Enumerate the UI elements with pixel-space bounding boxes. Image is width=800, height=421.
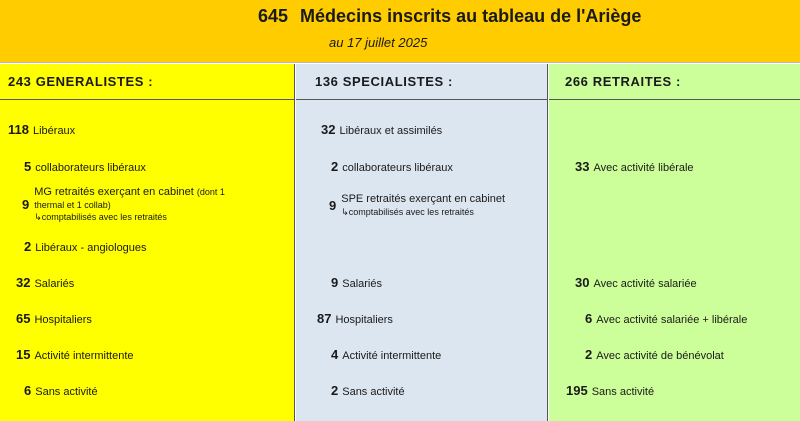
count: 9 — [331, 275, 339, 290]
spe-sans-row — [331, 383, 405, 398]
label: Avec activité salariée + libérale — [596, 314, 748, 326]
count: 87 — [317, 311, 332, 326]
retraites-heading: 266 RETRAITES : — [565, 74, 681, 89]
label: Sans activité — [591, 386, 655, 398]
label: collaborateurs libéraux — [342, 162, 453, 174]
spe-salaries-row — [331, 275, 382, 290]
ret-benevolat-row — [585, 347, 724, 362]
label-note: ↳comptabilisés avec les retraités — [34, 212, 167, 222]
title-text: Médecins inscrits au tableau de l'Ariège — [300, 6, 642, 26]
page-header — [0, 0, 800, 63]
generalistes-column — [0, 64, 295, 421]
count: 118 — [8, 122, 29, 137]
count: 2 — [331, 383, 339, 398]
spe-retraites-row — [329, 192, 505, 218]
label: Libéraux — [32, 125, 76, 137]
gen-angiologues-row — [24, 239, 147, 254]
specialistes-column — [296, 64, 548, 421]
gen-liberaux-row — [8, 122, 75, 137]
label-line1: MG retraités exerçant en cabinet (dont 1 — [34, 186, 225, 198]
spe-intermittente-row — [331, 347, 441, 362]
page-title — [258, 6, 641, 27]
retraites-column — [549, 64, 800, 421]
label: Avec activité de bénévolat — [596, 350, 724, 362]
count: 2 — [331, 159, 339, 174]
gen-salaries-row — [16, 275, 74, 290]
count: 4 — [331, 347, 339, 362]
count: 15 — [16, 347, 31, 362]
count: 33 — [575, 159, 590, 174]
count: 65 — [16, 311, 31, 326]
count: 9 — [22, 196, 30, 212]
total-count: 645 — [258, 6, 289, 26]
count: 9 — [329, 197, 337, 213]
count: 5 — [24, 159, 32, 174]
count: 2 — [24, 239, 32, 254]
label: Salariés — [34, 278, 75, 290]
count: 6 — [24, 383, 32, 398]
gen-collaborateurs-row — [24, 159, 146, 174]
label: Sans activité — [342, 386, 405, 398]
retraites-header — [549, 64, 800, 100]
ret-salariee-row — [575, 275, 697, 290]
label-line1: SPE retraités exerçant en cabinet — [341, 193, 506, 205]
label: Salariés — [342, 278, 382, 290]
spe-liberaux-row — [321, 122, 442, 137]
generalistes-heading: 243 GENERALISTES : — [8, 74, 154, 89]
ret-salariee-liberale-row — [585, 311, 747, 326]
count: 32 — [321, 122, 336, 137]
gen-retraites-row — [22, 185, 225, 223]
gen-intermittente-row — [16, 347, 134, 362]
label: Hospitaliers — [335, 314, 393, 326]
count: 30 — [575, 275, 590, 290]
ret-sans-row — [566, 383, 654, 398]
gen-hospitaliers-row — [16, 311, 92, 326]
spe-collaborateurs-row — [331, 159, 453, 174]
label-note: ↳comptabilisés avec les retraités — [341, 207, 474, 217]
specialistes-header — [296, 64, 547, 100]
label: Avec activité salariée — [593, 278, 697, 290]
date-subtitle: au 17 juillet 2025 — [329, 35, 428, 50]
label: Sans activité — [35, 386, 98, 398]
label: collaborateurs libéraux — [35, 162, 146, 174]
label: Libéraux et assimilés — [339, 125, 443, 137]
count: 32 — [16, 275, 31, 290]
label: Activité intermittente — [34, 350, 134, 362]
count: 6 — [585, 311, 593, 326]
label: Hospitaliers — [34, 314, 92, 326]
ret-liberale-row — [575, 159, 694, 174]
label: Activité intermittente — [342, 350, 442, 362]
label: Libéraux - angiologues — [35, 242, 147, 254]
label-line2: thermal et 1 collab) — [34, 200, 111, 210]
specialistes-heading: 136 SPECIALISTES : — [315, 74, 453, 89]
count: 2 — [585, 347, 593, 362]
generalistes-header — [0, 64, 294, 100]
gen-sans-row — [24, 383, 98, 398]
label: Avec activité libérale — [593, 162, 694, 174]
count: 195 — [566, 383, 588, 398]
spe-hospitaliers-row — [317, 311, 393, 326]
